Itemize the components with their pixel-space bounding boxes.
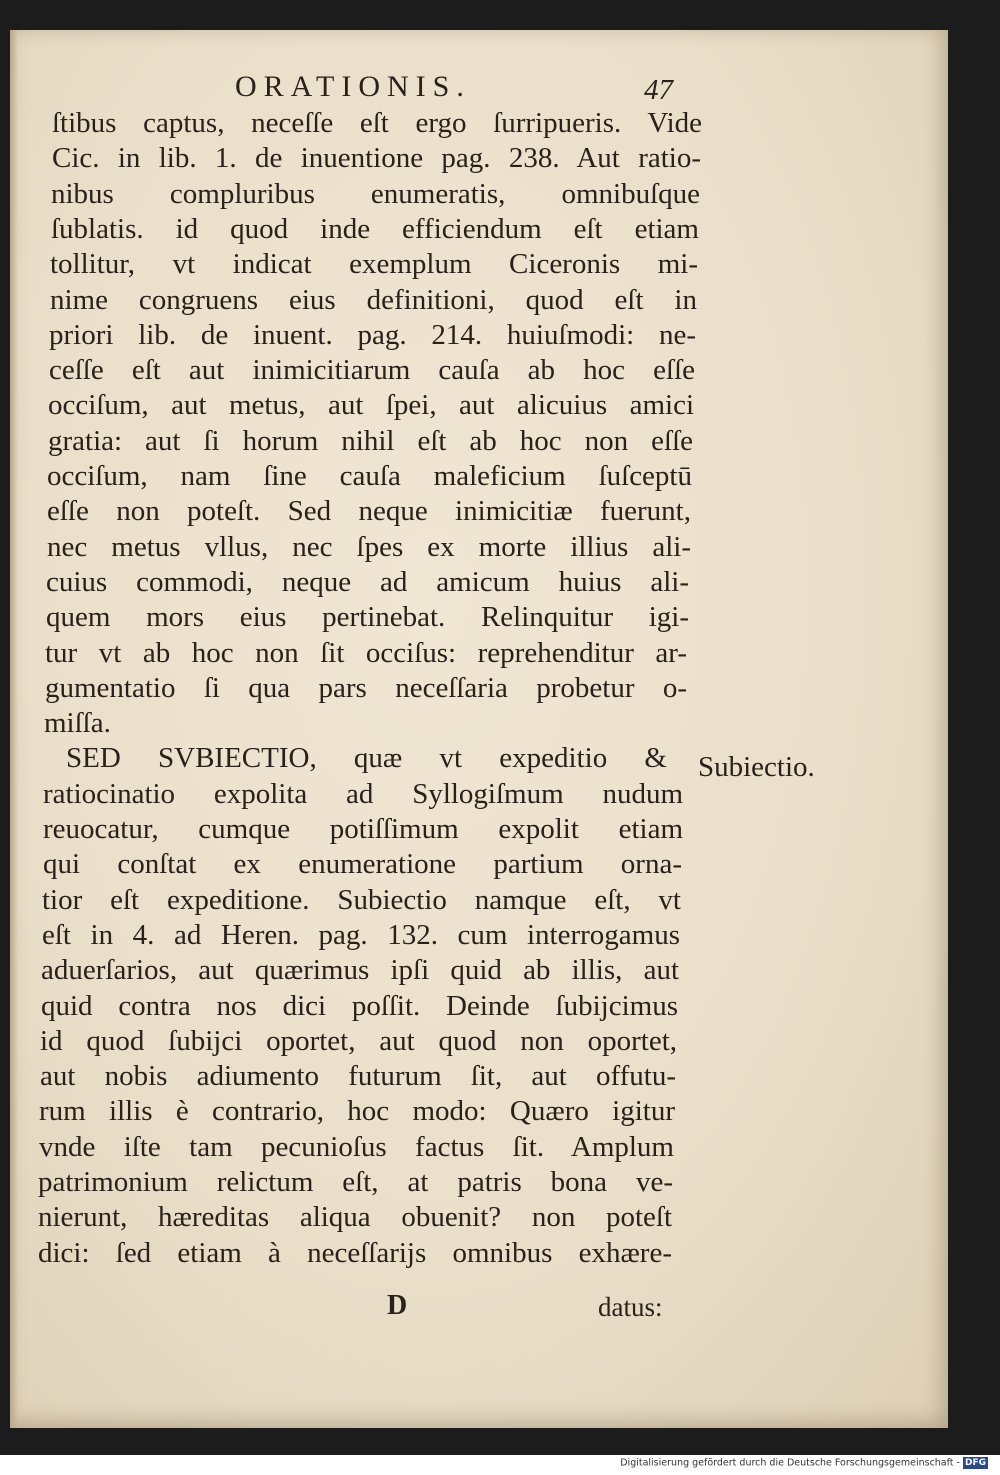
text-line: aduerſarios, aut quærimus ipſi quid ab illis, aut [41, 954, 679, 987]
text-line: qui conſtat ex enumeratione partium orna- [43, 848, 682, 881]
text-line: quem mors eius pertinebat. Relinquitur igi- [46, 601, 689, 634]
text-line: tur vt ab hoc non ſit occiſus: reprehenditur ar- [45, 636, 687, 669]
text-line: priori lib. de inuent. pag. 214. huiuſmodi: ne- [49, 318, 696, 351]
text-line: nime congruens eius definitioni, quod eſt in [50, 283, 697, 316]
catchword: datus: [598, 1292, 663, 1322]
text-line: ſtibus captus, neceſſe eſt ergo ſurripueris. Vide [52, 107, 702, 139]
text-line: tior eſt expeditione. Subiectio namque eſt, vt [42, 883, 681, 916]
text-line: gratia: aut ſi horum nihil eſt ab hoc non eſſe [48, 424, 693, 457]
text-line: tollitur, vt indicat exemplum Ciceronis mi- [50, 248, 698, 281]
text-line: Cic. in lib. 1. de inuentione pag. 238. Aut ratio- [52, 142, 701, 175]
text-line: ratiocinatio expolita ad Syllogiſmum nudum [43, 777, 683, 810]
text-line: nierunt, hæreditas aliqua obuenit? non poteſt [38, 1201, 672, 1234]
text-line: SED SVBIECTIO, quæ vt expeditio & [66, 742, 667, 775]
text-line: miſſa. [44, 707, 111, 740]
dfg-logo: DFG [964, 1458, 986, 1468]
text-line: patrimonium relictum eſt, at patris bona ve- [38, 1166, 673, 1198]
book-page [10, 30, 948, 1428]
text-line: occiſum, aut metus, aut ſpei, aut alicuius amici [48, 389, 694, 422]
marginal-note: Subiectio. [698, 751, 815, 783]
text-line: reuocatur, cumque potiſſimum expolit etiam [43, 813, 683, 845]
running-header: ORATIONIS. [235, 70, 471, 103]
text-line: aut nobis adiumento futurum ſit, aut offutu- [40, 1060, 676, 1093]
text-line: occiſum, nam ſine cauſa maleficium ſuſceptū [47, 460, 692, 492]
text-line: id quod ſubijci oportet, aut quod non oportet, [40, 1024, 677, 1057]
funding-credit-text: Digitalisierung gefördert durch die Deutsche Forschungsgemeinschaft - [620, 1457, 960, 1469]
text-line: rum illis è contrario, hoc modo: Quæro igitur [39, 1095, 675, 1128]
text-line: cuius commodi, neque ad amicum huius ali- [46, 565, 689, 598]
text-line: gumentatio ſi qua pars neceſſaria probetur o- [45, 671, 687, 704]
text-line: dici: ſed etiam à neceſſarijs omnibus exhære- [38, 1236, 672, 1269]
text-line: eſſe non poteſt. Sed neque inimicitiæ fuerunt, [47, 495, 691, 528]
page-number: 47 [644, 74, 673, 106]
text-line: nec metus vllus, nec ſpes ex morte illius ali- [47, 530, 691, 563]
funding-credit [620, 1457, 988, 1469]
text-line: nibus compluribus enumeratis, omnibuſque [51, 177, 700, 210]
text-line: vnde iſte tam pecunioſus factus ſit. Amplum [39, 1130, 674, 1163]
text-line: ſublatis. id quod inde efficiendum eſt etiam [51, 212, 699, 245]
signature-mark: D [387, 1290, 408, 1321]
text-line: quid contra nos dici poſſit. Deinde ſubijcimus [41, 989, 678, 1022]
page-edge-shadow [10, 30, 18, 1428]
text-line: eſt in 4. ad Heren. pag. 132. cum interrogamus [42, 918, 680, 951]
footer-bar [0, 1455, 1000, 1475]
text-line: ceſſe eſt aut inimicitiarum cauſa ab hoc eſſe [49, 354, 695, 387]
